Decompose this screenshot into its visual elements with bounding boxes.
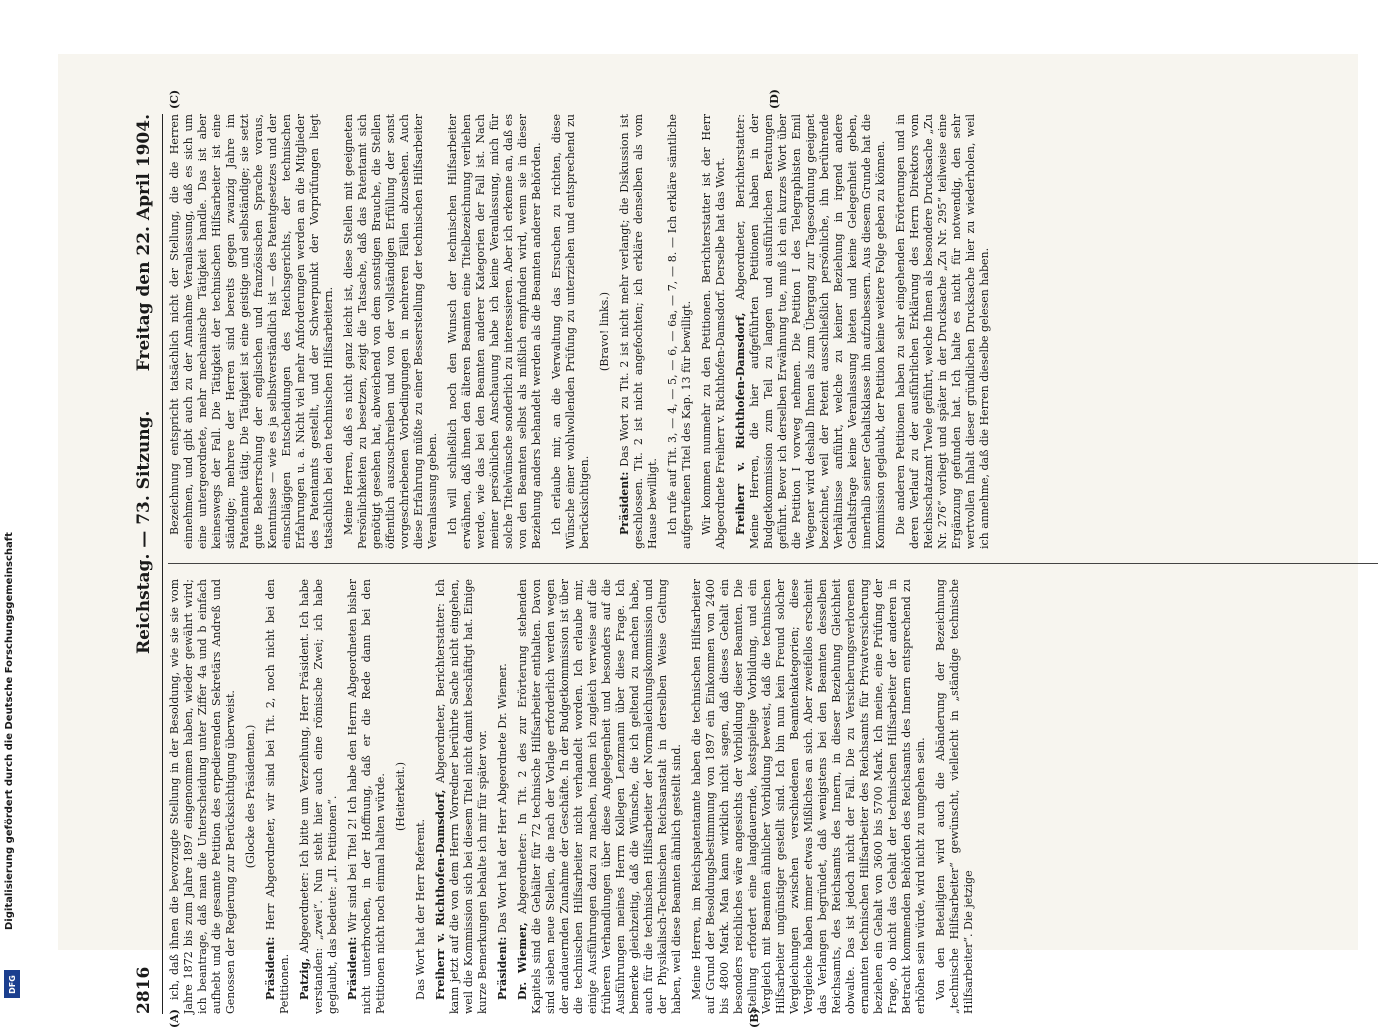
- margin-marker-b: (B): [748, 1008, 761, 1028]
- paragraph: [298, 579, 340, 1014]
- paragraph: [342, 114, 440, 549]
- speaker-name: Präsident:: [346, 936, 359, 1000]
- paragraph: [434, 579, 490, 1014]
- paragraph-text: Abgeordneter: Ich bitte um Verzeihung, Herr Präsident. Ich habe verstanden: „zwei“. Nun steht hier auch eine römische Zwei; ich habe geglaubt, das bedeute: „II. Petitionen“.: [298, 578, 339, 1014]
- page-header: [128, 114, 162, 1014]
- speaker-name: Freiherr v. Richthofen-Damsdorf,: [734, 312, 747, 535]
- margin-marker-c: (C): [168, 89, 181, 109]
- paragraph-text: Abgeordneter, Berichterstatter: Ich kann jetzt auf die von dem Herrn Vorredner berührte Sache nicht eingehen, weil die Kommission sich bei diesem Titel nicht damit beschäftigt hat. Einige kurze Bemerkungen behalte ich mir für später vor.: [434, 579, 489, 1014]
- speaker-name: Dr. Wiemer,: [516, 922, 529, 1000]
- credit-sidebar: [4, 10, 20, 994]
- paragraph: [168, 114, 336, 549]
- paragraph: [446, 114, 544, 549]
- paragraph-text: Abgeordneter: In Tit. 2 des zur Erörterung stehenden Kapitels sind die Gehälter für 72 technische Hilfsarbeiter enthalten. Davon sind sieben neue Stellen, die nach der Vorlage erforderlich werden wegen der andauernden Zunahme der Geschäfte. In der Budgetkommission ist über die technischen Hilfsarbeiter nicht verhandelt worden. Ich erlaube mir, einige Ausführungen dazu zu machen, indem ich zugleich verweise auf die früheren Verhandlungen über diese Angelegenheit und besonders auf die Ausführungen meines Herrn Kollegen Lenzmann über diese Frage. Ich bemerke gleichzeitig, daß die Wünsche, die ich geltend zu machen habe, auch für die technischen Hilfsarbeiter der Normaleichungskommission und der Physikalisch-Technischen Reichsanstalt in derselben Weise Geltung haben, weil diese Beamten ähnlich gestellt sind.: [516, 579, 683, 1014]
- paragraph: [264, 579, 292, 1014]
- paragraph: [168, 579, 238, 1014]
- paragraph: [496, 579, 510, 1014]
- paragraph: [690, 579, 928, 1014]
- paragraph-text: Wir sind bei Titel 2! Ich habe den Herrn Abgeordneten bisher nicht unterbrochen, in der Hoffnung, daß er die Rede dann bei den Petitionen nicht noch einmal halten würde.: [346, 579, 387, 1014]
- paragraph-text: Die anderen Petitionen haben zu sehr eingehenden Erörterungen und in deren Verlauf zu der ausführlichen Erklärung des Herrn Direktors vom Reichsschatzamt Twele geführt, welche Ihnen als besondere Drucksache „Zu Nr. 276“ vorliegt und später in der Drucksache „Zu Nr. 295“ teilweise eine Ergänzung gefunden hat. Ich halte es nicht für notwendig, den sehr wertvollen Inhalt dieser gründlichen Drucksache hier zu wiederholen, weil ich annehme, daß die Herren dieselbe gelesen haben.: [894, 114, 991, 549]
- paragraph-text: Abgeordneter, Berichterstatter: Meine Herren, die hier aufgeführten Petitionen haben in der Budgetkommission zum Teil zu langen und ausführlichen Beratungen geführt. Bevor ich derselben Erwähnung tue, muß ich ein kurzes Wort über die Petition I vorweg nehmen. Die Petition I des Telegraphisten Emil Wegener wird deshalb Ihnen als zum Übergang zur Tagesordnung geeignet bezeichnet, weil der Petent ausschließlich persönliche, ihn berührende Verhältnisse anführt, welche zu keiner Beziehung in irgend andere Gehaltsfrage keine Veranlassung bieten und keine Gelegenheit geben, innerhalb seiner Gehaltsklasse ihn aufzubessern. Aus diesem Grunde hat die Kommission geglaubt, der Petition keine weitere Folge geben zu können.: [734, 114, 887, 549]
- paragraph: [618, 114, 660, 549]
- paragraph-text: Von den Beteiligten wird auch die Abänderung der Bezeichnung „technische Hilfsarbeiter“ gewünscht, vielleicht in „ständige technische Hilfsarbeiter“. Die jetzige: [934, 579, 975, 1014]
- dfg-logo: [4, 970, 20, 998]
- paragraph-text: Ich rufe auf Tit. 3, — 4, — 5, — 6, — 6a, — 7, — 8. — Ich erkläre sämtliche aufgerufenen Titel des Kap. 13 für bewilligt.: [666, 114, 693, 549]
- session-title: Reichstag. — 73. Sitzung.: [134, 410, 154, 654]
- paragraph: [598, 114, 612, 549]
- speaker-name: Präsident:: [264, 936, 277, 1000]
- paragraph-text: Wir kommen nunmehr zu den Petitionen. Berichterstatter ist der Herr Abgeordnete Freiherr v. Richthofen-Damsdorf. Derselbe hat das Wort.: [700, 114, 727, 549]
- paragraph-text: Herr Abgeordneter, wir sind bei Tit. 2, noch nicht bei den Petitionen.: [264, 578, 291, 1014]
- paragraph-text: Das Wort zu Tit. 2 ist nicht mehr verlangt; die Diskussion ist geschlossen. Tit. 2 ist nicht angefochten; ich erkläre denselben als vom Hause bewilligt.: [618, 113, 659, 549]
- paragraph: [244, 579, 258, 1014]
- paragraph: [734, 114, 888, 549]
- paragraph-text: Bezeichnung entspricht tatsächlich nicht der Stellung, die die Herren einnehmen, und gibt auch zu der Annahme Veranlassung, daß es sich um eine untergeordnete, mehr mechanische Tätigkeit handle. Das ist aber keineswegs der Fall. Die Tätigkeit der technischen Hilfsarbeiter ist eine ständige; mehrere der Herren sind bereits gegen zwanzig Jahre im Patentamte tätig. Die Tätigkeit ist eine geistige und selbständige; sie setzt gute Beherrschung der englischen und französischen Sprache voraus, Kenntnisse — wie es ja selbstverständlich ist — des Patentgesetzes und der einschlägigen Entscheidungen des Reichsgerichts, der technischen Erfahrungen u. a. Nicht viel mehr Anforderungen werden an die Mitglieder des Patentamts gestellt, und der Schwerpunkt der Vorprüfungen liegt tatsächlich bei den technischen Hilfsarbeitern.: [168, 114, 335, 549]
- paragraph: [666, 114, 694, 549]
- paragraph: [700, 114, 728, 549]
- paragraph: [346, 579, 388, 1014]
- paragraph-text: Das Wort hat der Herr Abgeordnete Dr. Wiemer.: [496, 663, 509, 934]
- paragraph-text: (Bravo! links.): [598, 291, 611, 372]
- speaker-name: Freiherr v. Richthofen-Damsdorf,: [434, 789, 447, 1000]
- paragraph: [550, 114, 592, 549]
- paragraph: [516, 579, 684, 1014]
- paragraph: [934, 579, 976, 1014]
- margin-marker-a: (A): [168, 1009, 181, 1028]
- right-column: [168, 114, 1378, 549]
- column-divider: [168, 563, 1378, 564]
- session-date: Freitag den 22. April 1904.: [134, 114, 154, 372]
- paragraph-text: (Glocke des Präsidenten.): [244, 724, 257, 869]
- speaker-name: Präsident:: [618, 471, 631, 535]
- speaker-name: Präsident:: [496, 936, 509, 1000]
- scanned-page: [58, 54, 1358, 1028]
- funding-credit: Digitalisierung gefördert durch die Deutsche Forschungsgemeinschaft: [4, 532, 15, 930]
- paragraph-text: (Heiterkeit.): [394, 762, 407, 832]
- margin-marker-d: (D): [768, 89, 781, 109]
- paragraph-text: Meine Herren, daß es nicht ganz leicht ist, diese Stellen mit geeigneten Persönlichkeiten zu besetzen, zeigt die Tatsache, daß das Patentamt sich genötigt gesehen hat, abweichend von dem sonstigen Brauche, die Stellen öffentlich auszuschreiben und von der vollständigen Erfüllung der sonst vorgeschriebenen Vorbedingungen in mehreren Fällen abzusehen. Auch diese Erfahrung müßte zu einer Besserstellung der technischen Hilfsarbeiter Veranlassung geben.: [342, 114, 439, 549]
- speaker-name: Patzig,: [298, 957, 311, 1000]
- rotated-document: [128, 89, 1383, 1028]
- paragraph-text: Das Wort hat der Herr Referent.: [414, 818, 427, 1000]
- paragraph: [414, 579, 428, 1014]
- paragraph-text: Ich will schließlich noch den Wunsch der technischen Hilfsarbeiter erwähnen, daß ihnen den älteren Beamten eine Titelbezeichnung verliehen werde, wie das bei den Beamten anderer Kategorien der Fall ist. Nach meiner persönlichen Anschauung habe ich keine Veranlassung, mich für solche Titelwünsche sonderlich zu interessieren. Aber ich erkenne an, daß es von den Beamten selbst als mißlich empfunden wird, wenn sie in dieser Beziehung anders behandelt werden als die Beamten anderer Behörden.: [446, 114, 543, 549]
- paragraph: [394, 579, 408, 1014]
- paragraph-text: ich, daß ihnen die bevorzugte Stellung in der Besoldung, wie sie sie vom Jahre 1872 bis zum Jahre 1897 eingenommen haben, wieder gewährt wird; ich beantrage, daß man die Unterscheidung unter Ziffer 4a und b einfach aufhebt und die gesamte Petition des erpedierenden Sekretärs Andreß und Genossen der Regierung zur Berücksichtigung überweist.: [168, 579, 237, 1014]
- paragraph: [894, 114, 992, 549]
- paragraph-text: Meine Herren, im Reichspatentamte haben die technischen Hilfsarbeiter auf Grund der Besoldungsbestimmung von 1897 ein Einkommen von 2400 bis 4800 Mark. Man kann wirklich nicht sagen, daß dieses Gehalt ein besonders reichliches wäre angesichts der Vorbildung dieser Beamten. Die Stellung erfordert eine langdauernde, kostspielige Vorbildung, und ein Vergleich mit Beamten ähnlicher Vorbildung beweist, daß die technischen Hilfsarbeiter ungünstiger gestellt sind. Ich bin nun kein Freund solcher Vergleichungen zwischen verschiedenen Beamtenkategorien; diese Vergleiche haben immer etwas Mißliches an sich. Aber zweifellos erscheint das Verlangen begründet, daß wenigstens bei den Beamten desselben Reichsamts, des Reichsamts des Innern, in dieser Beziehung Gleichheit obwalte. Das ist jedoch nicht der Fall. Die zu Versicherungsverlorenen ernannten technischen Hilfsarbeiter des Reichsamts für Privatversicherung beziehen ein Gehalt von 3600 bis 5700 Mark. Ich meine, eine Prüfung der Frage, ob nicht das Gehalt der technischen Hilfsarbeiter der anderen in Betracht kommenden Behörden des Reichsamts des Innern entsprechend zu erhöhen sein würde, wird nicht zu umgehen sein.: [690, 579, 927, 1014]
- left-column: [168, 579, 1378, 1014]
- dfg-logo-text: DFG: [7, 974, 17, 994]
- header-rule: [162, 114, 163, 1014]
- paragraph-text: Ich erlaube mir, an die Verwaltung das Ersuchen zu richten, diese Wünsche einer wohlwollenden Prüfung zu unterziehen und entsprechend zu berücksichtigen.: [550, 114, 591, 549]
- page-number: 2816: [134, 966, 154, 1014]
